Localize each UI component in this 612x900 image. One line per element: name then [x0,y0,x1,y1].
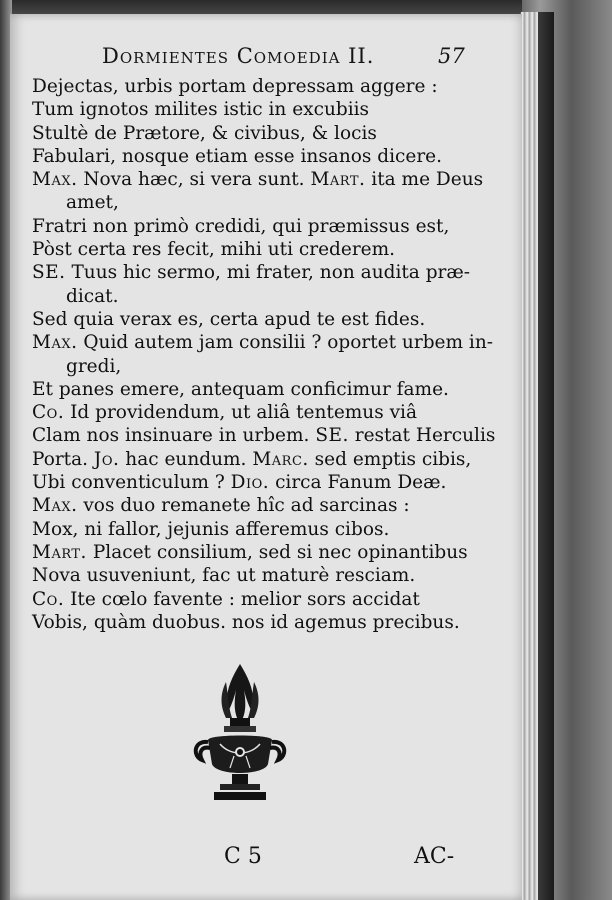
text-block [32,75,496,634]
verse-text: Sed quia verax es, certa apud te est fides. [32,308,426,330]
speaker-name: Max. [32,332,78,354]
text-line [32,588,472,611]
speaker-name: Max. [32,169,78,191]
text-line [32,98,472,121]
speaker-name: Max. [32,495,78,517]
signature-mark: C 5 [224,844,262,869]
speaker-name: Dio. [230,472,270,494]
speaker-name: Mart. [310,169,366,191]
speaker-name: Mart. [32,541,87,563]
text-line [32,564,472,587]
speaker-name: Marc. [252,448,309,470]
verse-text: Fratri non primò credidi, qui præmissus est, [32,215,450,237]
verse-text: sed emptis cibis, [314,448,472,470]
text-line [32,145,472,168]
verse-text: vos duo remanete hîc ad sarcinas : [83,495,410,517]
running-head [10,44,510,74]
verse-text: Pòst certa res fecit, mihi uti crederem. [32,239,396,261]
verse-text: Dejectas, urbis portam depressam aggere : [32,76,438,97]
text-line [32,308,472,331]
verse-text: dicat. [66,285,119,307]
book-binding-shadow [538,12,554,900]
verse-text: gredi, [66,355,122,377]
verse-text: restat Herculis [354,425,496,447]
verse-text: circa Fanum Deæ. [275,472,447,494]
verse-text: ita me Deus [371,169,484,191]
text-line [32,191,472,214]
text-line [32,215,472,238]
verse-text: Tum ignotos milites istic in excubiis [32,99,370,121]
verse-text: Porta. [32,448,89,470]
running-head-title: Dormientes Comoedia II. [102,44,375,68]
text-line [32,611,472,634]
urn-flame-ornament-icon [190,660,290,810]
catchword: AC- [414,844,455,869]
speaker-name: SE. [315,425,349,447]
text-line [32,518,472,541]
verse-text: hac eundum. [125,448,247,470]
text-line [32,168,484,191]
text-line [32,261,472,284]
verse-text: Ite cœlo favente : melior sors accidat [70,588,420,610]
verse-text: Mox, ni fallor, jejunis afferemus cibos. [32,518,390,540]
text-line [32,122,472,145]
verse-text: Tuus hic sermo, mi frater, non audita præ- [71,262,471,284]
speaker-name: Jo. [93,448,120,470]
speaker-name: SE. [32,262,66,284]
text-line [32,448,472,471]
speaker-name: Co. [32,588,65,610]
verse-text: Nova hæc, si vera sunt. [83,169,305,191]
verse-text: Quid autem jam consilii ? oportet urbem in- [83,332,493,354]
verse-text: Vobis, quàm duobus. nos id agemus precibus. [32,611,460,633]
text-line [32,378,472,401]
text-line [32,494,472,517]
speaker-name: Co. [32,402,65,424]
text-line [32,285,472,308]
page-number: 57 [438,44,465,68]
text-line [32,471,472,494]
text-line [32,238,472,261]
text-line [32,75,472,98]
text-line [32,424,496,447]
verse-text: Et panes emere, antequam conficimur fame. [32,378,449,400]
verse-text: Stultè de Prætore, & civibus, & locis [32,122,377,144]
text-line [32,355,472,378]
verse-text: Placet consilium, sed si nec opinantibus [92,541,468,563]
verse-text: Nova usuveniunt, fac ut maturè resciam. [32,565,416,587]
verse-text: Clam nos insinuare in urbem. [32,425,310,447]
verse-text: Fabulari, nosque etiam esse insanos dicere. [32,145,443,167]
text-line [32,541,472,564]
verse-text: Ubi conventiculum ? [32,472,225,494]
text-line [32,401,472,424]
text-line [32,331,493,354]
verse-text: Id providendum, ut aliâ tentemus viâ [70,402,417,424]
verse-text: amet, [66,192,119,214]
